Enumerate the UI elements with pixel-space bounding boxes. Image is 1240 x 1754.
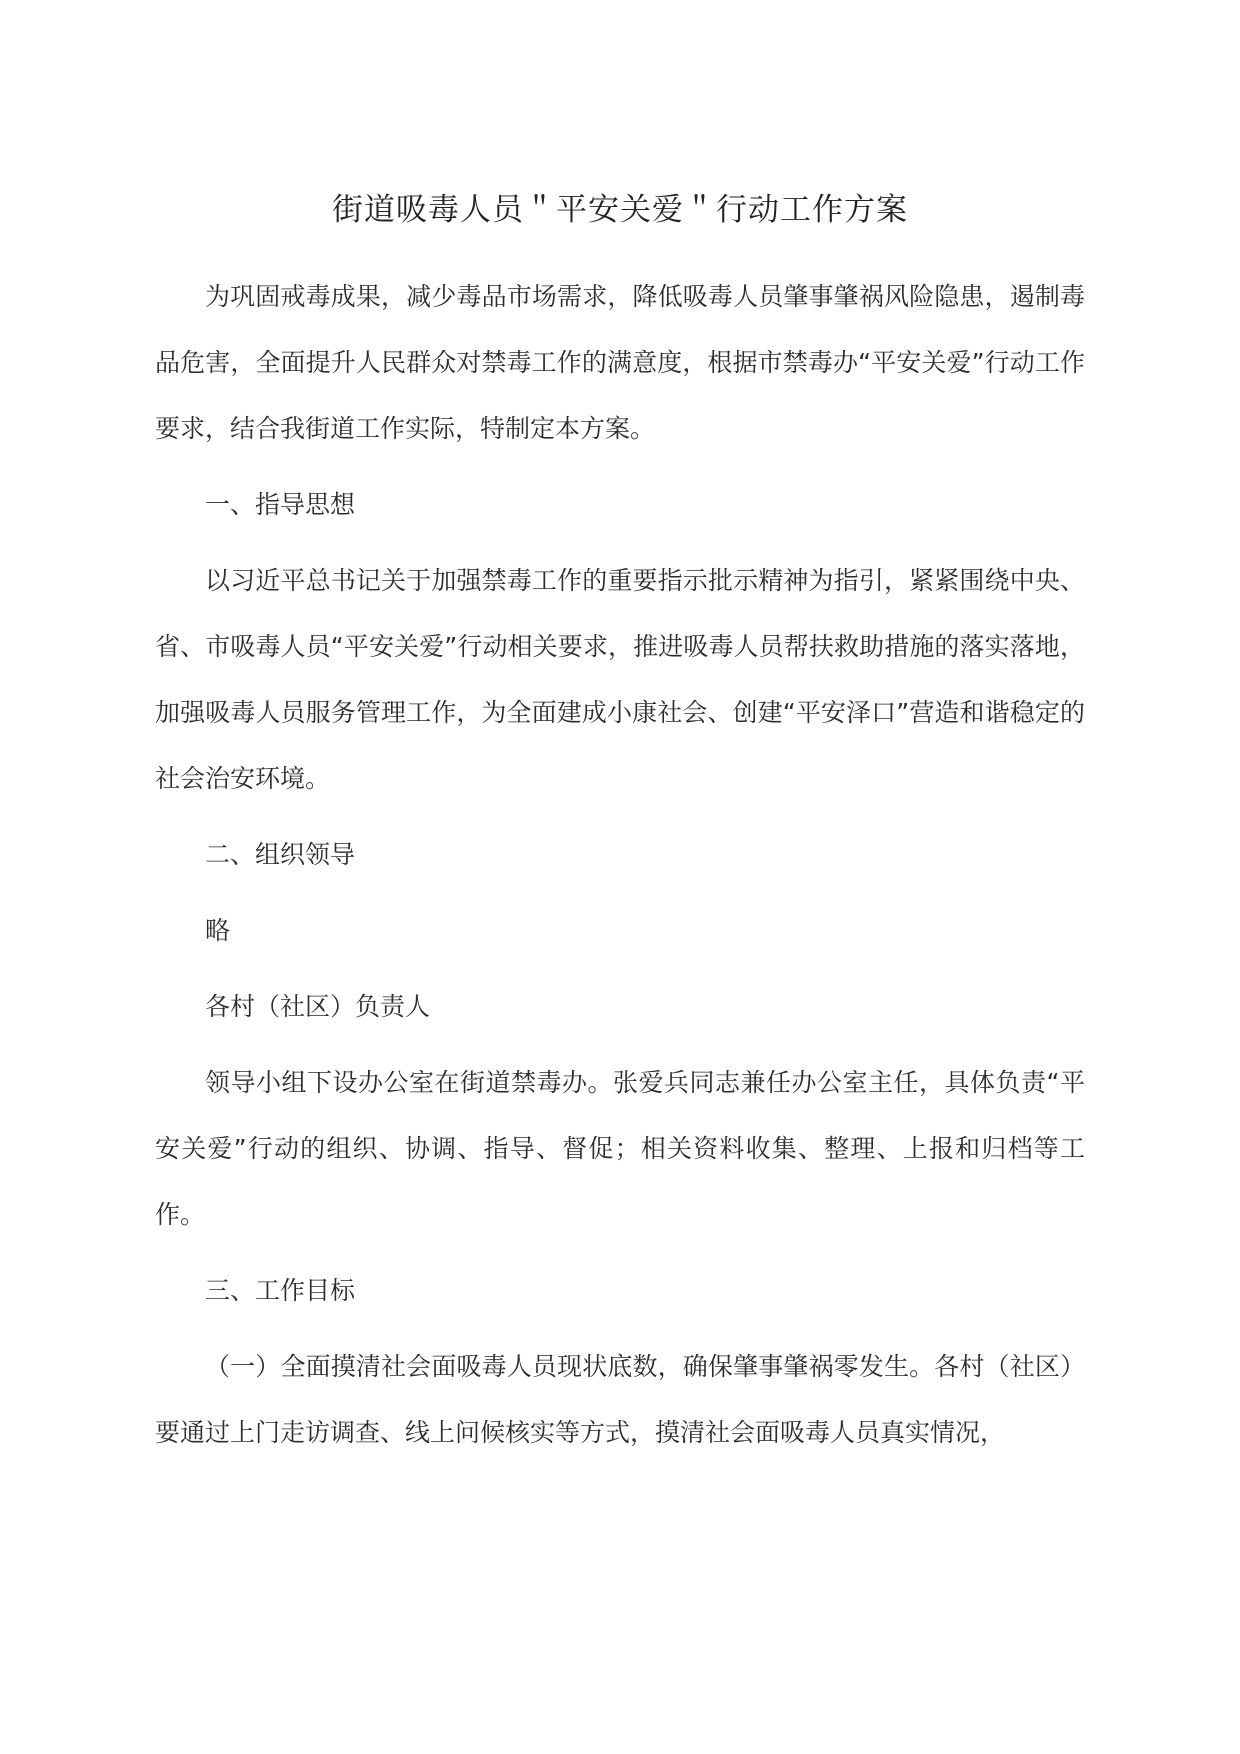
work-goal-one-paragraph: （一）全面摸清社会面吸毒人员现状底数，确保肇事肇祸零发生。各村（社区）要通过上门走访调查、线上问候核实等方式，摸清社会面吸毒人员真实情况， <box>155 1352 1085 1447</box>
section-heading-work-goals: 三、工作目标 <box>205 1276 356 1305</box>
document-title: 街道吸毒人员＂平安关爱＂行动工作方案 <box>332 192 908 228</box>
organization-omitted-paragraph: 略 <box>205 916 231 945</box>
section-heading-organization: 二、组织领导 <box>205 840 356 869</box>
intro-paragraph: 为巩固戒毒成果，减少毒品市场需求，降低吸毒人员肇事肇祸风险隐患，遏制毒品危害，全面提升人民群众对禁毒工作的满意度，根据市禁毒办“平安关爱”行动工作要求，结合我街道工作实际，特制定本方案。 <box>155 282 1085 443</box>
section-heading-guiding-ideology: 一、指导思想 <box>205 490 356 519</box>
guiding-ideology-paragraph: 以习近平总书记关于加强禁毒工作的重要指示批示精神为指引，紧紧围绕中央、省、市吸毒人员“平安关爱”行动相关要求，推进吸毒人员帮扶救助措施的落实落地，加强吸毒人员服务管理工作，为全面建成小康社会、创建“平安泽口”营造和谐稳定的社会治安环境。 <box>155 566 1085 793</box>
village-leaders-paragraph: 各村（社区）负责人 <box>205 992 431 1021</box>
office-paragraph: 领导小组下设办公室在街道禁毒办。张爱兵同志兼任办公室主任，具体负责“平安关爱”行动的组织、协调、指导、督促；相关资料收集、整理、上报和归档等工作。 <box>155 1068 1085 1229</box>
